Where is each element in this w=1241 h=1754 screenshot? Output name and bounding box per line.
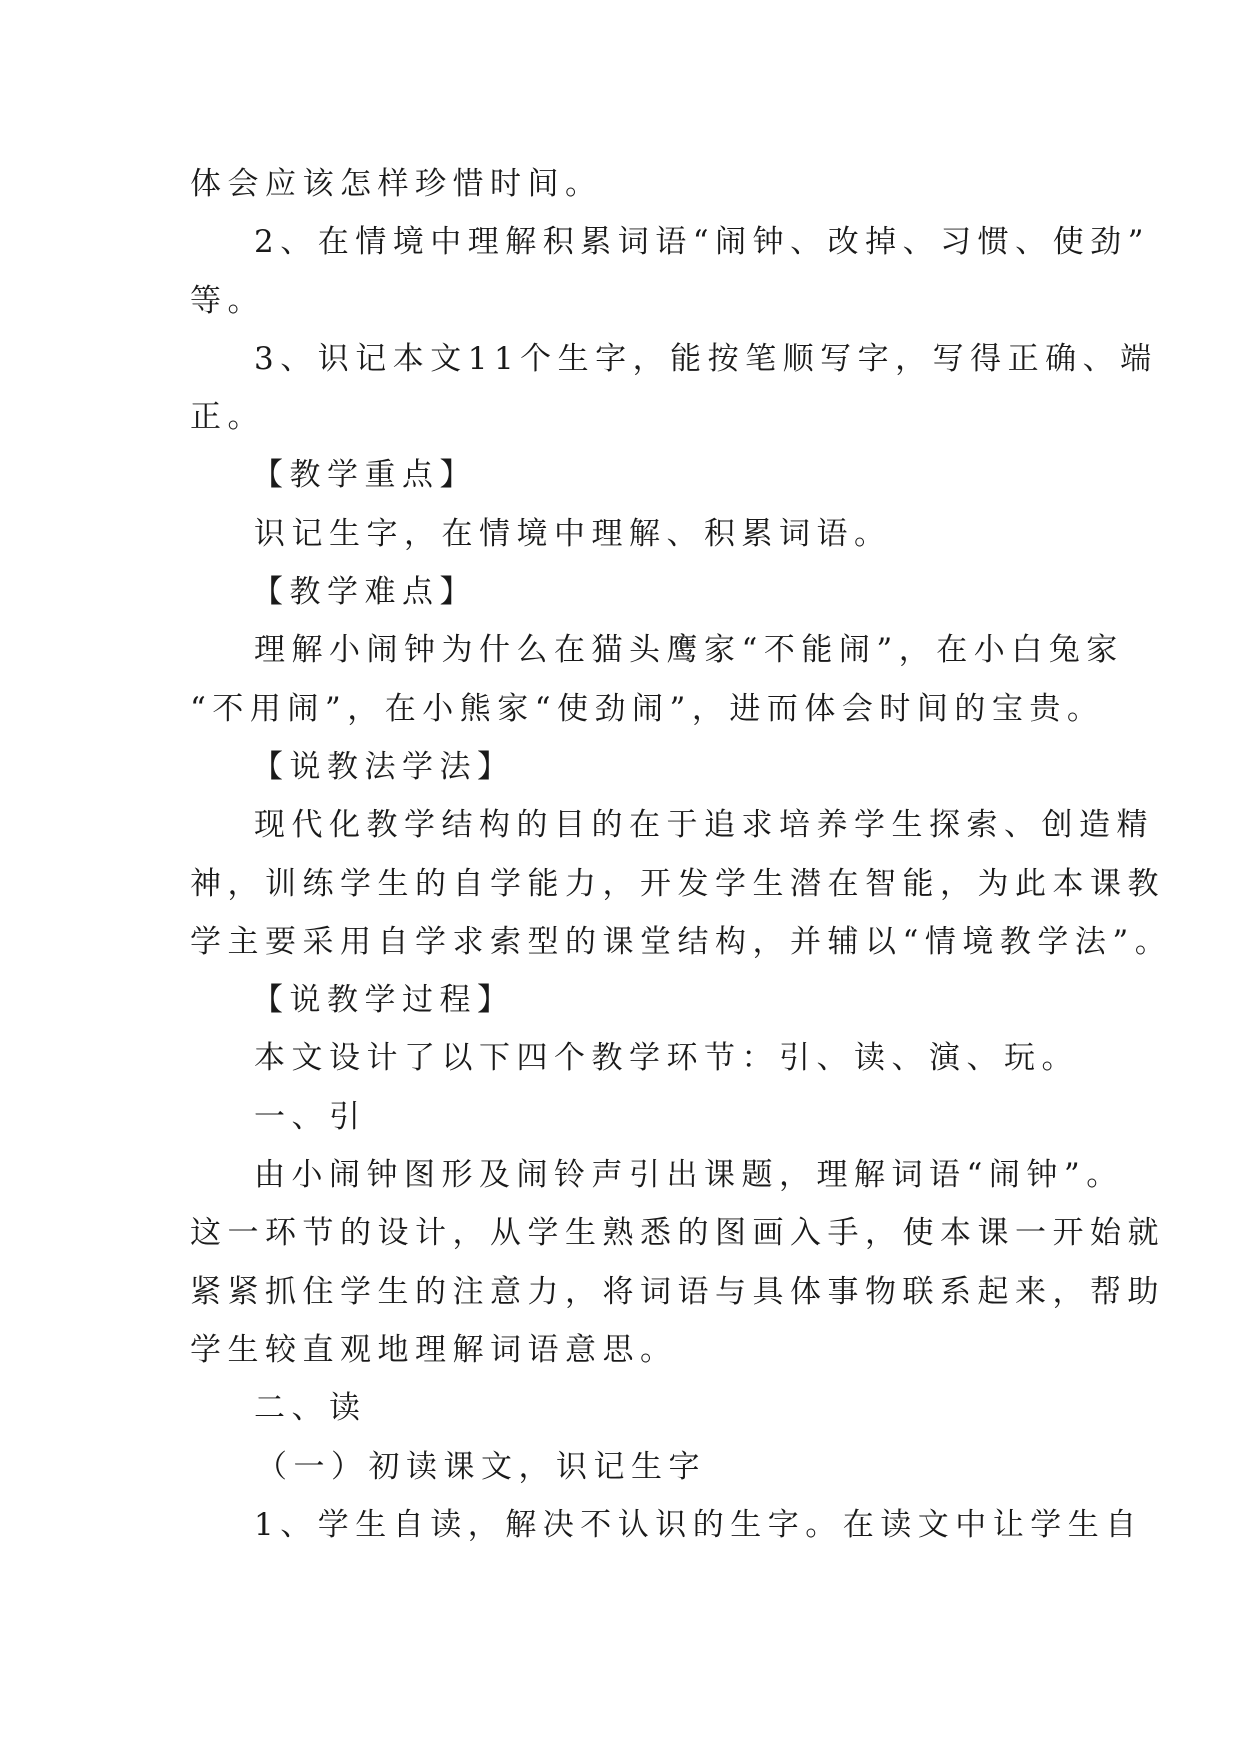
text-line: 紧紧抓住学生的注意力，将词语与具体事物联系起来，帮助 — [190, 1273, 1165, 1310]
subsection-heading: （一）初读课文，识记生字 — [256, 1448, 706, 1485]
text-line: 理解小闹钟为什么在猫头鹰家“不能闹”，在小白兔家 — [254, 632, 1124, 669]
text-line: 这一环节的设计，从学生熟悉的图画入手，使本课一开始就 — [190, 1215, 1165, 1252]
section-heading: 【说教学过程】 — [252, 982, 515, 1019]
text-line: 本文设计了以下四个教学环节：引、读、演、玩。 — [254, 1040, 1079, 1077]
text-line: 学生较直观地理解词语意思。 — [190, 1331, 678, 1368]
text-line: 正。 — [190, 399, 265, 436]
subsection-heading: 一、引 — [254, 1098, 367, 1135]
text-line: 识记生字，在情境中理解、积累词语。 — [254, 515, 892, 552]
document-body — [190, 155, 1173, 1554]
section-heading: 【教学重点】 — [252, 457, 477, 494]
text-line: 由小闹钟图形及闹铃声引出课题，理解词语“闹钟”。 — [254, 1157, 1124, 1194]
text-line: 现代化教学结构的目的在于追求培养学生探索、创造精 — [254, 807, 1154, 844]
text-line: 体会应该怎样珍惜时间。 — [190, 166, 603, 202]
text-line: “不用闹”，在小熊家“使劲闹”，进而体会时间的宝贵。 — [190, 690, 1105, 727]
text-line: 3、识记本文11个生字，能按笔顺写字，写得正确、端 — [254, 340, 1158, 377]
text-line: 学主要采用自学求索型的课堂结构，并辅以“情境教学法”。 — [190, 923, 1173, 960]
section-heading: 【教学难点】 — [252, 574, 477, 611]
section-heading: 【说教法学法】 — [252, 748, 515, 785]
text-line: 1、学生自读，解决不认识的生字。在读文中让学生自 — [254, 1506, 1143, 1543]
text-line: 等。 — [190, 282, 265, 319]
text-line: 神，训练学生的自学能力，开发学生潜在智能，为此本课教 — [190, 865, 1165, 902]
subsection-heading: 二、读 — [254, 1390, 367, 1427]
text-line: 2、在情境中理解积累词语“闹钟、改掉、习惯、使劲” — [254, 224, 1150, 261]
